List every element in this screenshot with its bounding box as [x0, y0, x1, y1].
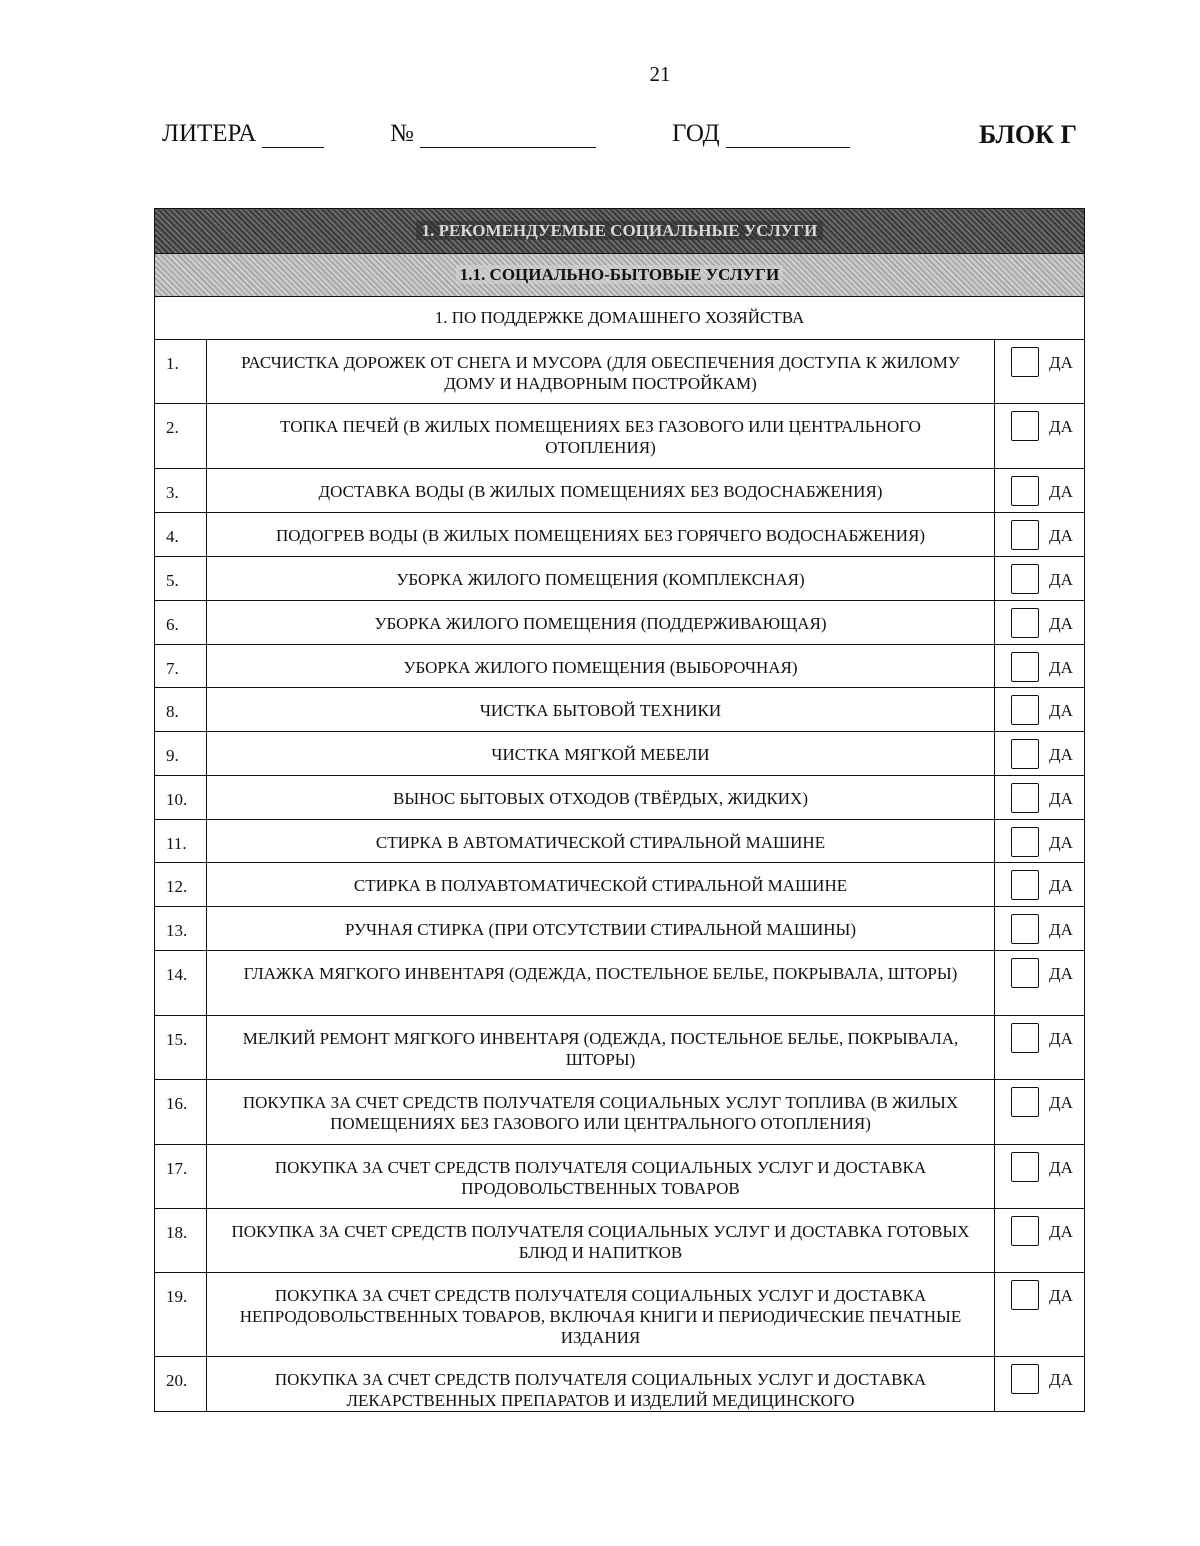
service-row — [155, 863, 1085, 907]
service-yes-cell — [995, 776, 1085, 820]
service-yes-cell — [995, 404, 1085, 469]
service-yes-cell — [995, 1145, 1085, 1209]
service-yes-cell — [995, 1016, 1085, 1080]
yes-checkbox[interactable] — [1011, 1023, 1039, 1053]
yes-label: ДА — [1049, 658, 1073, 677]
service-yes-cell — [995, 601, 1085, 645]
service-yes-cell — [995, 863, 1085, 907]
service-yes-cell — [995, 1273, 1085, 1357]
service-description: ТОПКА ПЕЧЕЙ (В ЖИЛЫХ ПОМЕЩЕНИЯХ БЕЗ ГАЗОВОГО ИЛИ ЦЕНТРАЛЬНОГО ОТОПЛЕНИЯ) — [207, 404, 995, 469]
service-number: 9. — [155, 732, 207, 776]
yes-checkbox[interactable] — [1011, 411, 1039, 441]
yes-checkbox[interactable] — [1011, 958, 1039, 988]
service-row — [155, 1209, 1085, 1273]
service-number: 7. — [155, 645, 207, 688]
service-description: УБОРКА ЖИЛОГО ПОМЕЩЕНИЯ (ПОДДЕРЖИВАЮЩАЯ) — [207, 601, 995, 645]
yes-label: ДА — [1049, 417, 1073, 436]
service-description: ЧИСТКА БЫТОВОЙ ТЕХНИКИ — [207, 688, 995, 732]
yes-checkbox[interactable] — [1011, 652, 1039, 682]
litera-input-line[interactable] — [262, 121, 324, 148]
service-number: 19. — [155, 1273, 207, 1357]
year-field[interactable] — [672, 120, 850, 148]
service-description: СТИРКА В ПОЛУАВТОМАТИЧЕСКОЙ СТИРАЛЬНОЙ МАШИНЕ — [207, 863, 995, 907]
service-row — [155, 557, 1085, 601]
service-number: 5. — [155, 557, 207, 601]
service-yes-cell — [995, 645, 1085, 688]
year-input-line[interactable] — [726, 121, 850, 148]
service-yes-cell — [995, 907, 1085, 951]
service-description: ДОСТАВКА ВОДЫ (В ЖИЛЫХ ПОМЕЩЕНИЯХ БЕЗ ВОДОСНАБЖЕНИЯ) — [207, 469, 995, 513]
service-number: 3. — [155, 469, 207, 513]
number-label: № — [390, 120, 414, 147]
service-description: УБОРКА ЖИЛОГО ПОМЕЩЕНИЯ (КОМПЛЕКСНАЯ) — [207, 557, 995, 601]
subsection-header-row — [155, 254, 1085, 297]
service-description: ПОКУПКА ЗА СЧЕТ СРЕДСТВ ПОЛУЧАТЕЛЯ СОЦИАЛЬНЫХ УСЛУГ И ДОСТАВКА ЛЕКАРСТВЕННЫХ ПРЕПАРАТОВ И ИЗДЕЛИЙ МЕДИЦИНСКОГО — [207, 1357, 995, 1412]
service-description: ПОКУПКА ЗА СЧЕТ СРЕДСТВ ПОЛУЧАТЕЛЯ СОЦИАЛЬНЫХ УСЛУГ И ДОСТАВКА НЕПРОДОВОЛЬСТВЕННЫХ ТОВАРОВ, ВКЛЮЧАЯ КНИГИ И ПЕРИОДИЧЕСКИЕ ПЕЧАТНЫЕ ИЗДАНИЯ — [207, 1273, 995, 1357]
yes-label: ДА — [1049, 1370, 1073, 1389]
group-header-row — [155, 297, 1085, 340]
service-description: МЕЛКИЙ РЕМОНТ МЯГКОГО ИНВЕНТАРЯ (ОДЕЖДА, ПОСТЕЛЬНОЕ БЕЛЬЕ, ПОКРЫВАЛА, ШТОРЫ) — [207, 1016, 995, 1080]
service-description: ПОДОГРЕВ ВОДЫ (В ЖИЛЫХ ПОМЕЩЕНИЯХ БЕЗ ГОРЯЧЕГО ВОДОСНАБЖЕНИЯ) — [207, 513, 995, 557]
yes-checkbox[interactable] — [1011, 695, 1039, 725]
service-number: 17. — [155, 1145, 207, 1209]
yes-label: ДА — [1049, 876, 1073, 895]
service-row — [155, 1145, 1085, 1209]
service-description: РУЧНАЯ СТИРКА (ПРИ ОТСУТСТВИИ СТИРАЛЬНОЙ МАШИНЫ) — [207, 907, 995, 951]
yes-label: ДА — [1049, 526, 1073, 545]
yes-label: ДА — [1049, 833, 1073, 852]
yes-checkbox[interactable] — [1011, 914, 1039, 944]
section-title: 1. РЕКОМЕНДУЕМЫЕ СОЦИАЛЬНЫЕ УСЛУГИ — [416, 221, 824, 240]
service-row — [155, 1016, 1085, 1080]
service-row — [155, 340, 1085, 404]
yes-checkbox[interactable] — [1011, 608, 1039, 638]
yes-checkbox[interactable] — [1011, 564, 1039, 594]
yes-label: ДА — [1049, 1093, 1073, 1112]
number-input-line[interactable] — [420, 121, 596, 148]
service-description: ВЫНОС БЫТОВЫХ ОТХОДОВ (ТВЁРДЫХ, ЖИДКИХ) — [207, 776, 995, 820]
service-description: ПОКУПКА ЗА СЧЕТ СРЕДСТВ ПОЛУЧАТЕЛЯ СОЦИАЛЬНЫХ УСЛУГ И ДОСТАВКА ПРОДОВОЛЬСТВЕННЫХ ТОВАРОВ — [207, 1145, 995, 1209]
yes-label: ДА — [1049, 701, 1073, 720]
yes-label: ДА — [1049, 1286, 1073, 1305]
service-yes-cell — [995, 951, 1085, 1016]
service-row — [155, 776, 1085, 820]
number-field[interactable] — [390, 120, 596, 148]
yes-label: ДА — [1049, 353, 1073, 372]
service-number: 20. — [155, 1357, 207, 1412]
yes-label: ДА — [1049, 1029, 1073, 1048]
service-yes-cell — [995, 1209, 1085, 1273]
service-description: СТИРКА В АВТОМАТИЧЕСКОЙ СТИРАЛЬНОЙ МАШИНЕ — [207, 820, 995, 863]
service-row — [155, 601, 1085, 645]
yes-label: ДА — [1049, 920, 1073, 939]
page-number: 21 — [649, 62, 671, 86]
service-description: РАСЧИСТКА ДОРОЖЕК ОТ СНЕГА И МУСОРА (ДЛЯ ОБЕСПЕЧЕНИЯ ДОСТУПА К ЖИЛОМУ ДОМУ И НАДВОРНЫМ ПОСТРОЙКАМ) — [207, 340, 995, 404]
yes-label: ДА — [1049, 789, 1073, 808]
service-yes-cell — [995, 1357, 1085, 1412]
service-yes-cell — [995, 513, 1085, 557]
service-number: 8. — [155, 688, 207, 732]
service-row — [155, 469, 1085, 513]
service-row — [155, 951, 1085, 1016]
yes-label: ДА — [1049, 964, 1073, 983]
yes-checkbox[interactable] — [1011, 1364, 1039, 1394]
yes-label: ДА — [1049, 745, 1073, 764]
service-yes-cell — [995, 340, 1085, 404]
service-number: 14. — [155, 951, 207, 1016]
service-yes-cell — [995, 1080, 1085, 1145]
yes-checkbox[interactable] — [1011, 1152, 1039, 1182]
form-header — [162, 120, 1077, 160]
service-number: 13. — [155, 907, 207, 951]
yes-label: ДА — [1049, 1158, 1073, 1177]
yes-label: ДА — [1049, 614, 1073, 633]
service-row — [155, 1273, 1085, 1357]
service-row — [155, 688, 1085, 732]
service-description: ЧИСТКА МЯГКОЙ МЕБЕЛИ — [207, 732, 995, 776]
yes-label: ДА — [1049, 1222, 1073, 1241]
service-yes-cell — [995, 688, 1085, 732]
service-row — [155, 404, 1085, 469]
service-number: 1. — [155, 340, 207, 404]
yes-checkbox[interactable] — [1011, 827, 1039, 857]
service-number: 11. — [155, 820, 207, 863]
litera-label: ЛИТЕРА — [162, 120, 257, 147]
service-number: 18. — [155, 1209, 207, 1273]
section-header-row — [155, 209, 1085, 254]
service-number: 15. — [155, 1016, 207, 1080]
group-title: 1. ПО ПОДДЕРЖКЕ ДОМАШНЕГО ХОЗЯЙСТВА — [155, 297, 1085, 340]
service-number: 6. — [155, 601, 207, 645]
service-row — [155, 645, 1085, 688]
service-yes-cell — [995, 732, 1085, 776]
service-row — [155, 1357, 1085, 1412]
service-number: 12. — [155, 863, 207, 907]
service-row — [155, 513, 1085, 557]
yes-label: ДА — [1049, 570, 1073, 589]
yes-checkbox[interactable] — [1011, 739, 1039, 769]
yes-label: ДА — [1049, 482, 1073, 501]
yes-checkbox[interactable] — [1011, 1280, 1039, 1310]
block-label: БЛОК Г — [978, 120, 1077, 149]
yes-checkbox[interactable] — [1011, 520, 1039, 550]
yes-checkbox[interactable] — [1011, 783, 1039, 813]
service-description: ПОКУПКА ЗА СЧЕТ СРЕДСТВ ПОЛУЧАТЕЛЯ СОЦИАЛЬНЫХ УСЛУГ И ДОСТАВКА ГОТОВЫХ БЛЮД И НАПИТКОВ — [207, 1209, 995, 1273]
yes-checkbox[interactable] — [1011, 870, 1039, 900]
litera-field[interactable] — [162, 120, 324, 148]
service-number: 4. — [155, 513, 207, 557]
service-yes-cell — [995, 469, 1085, 513]
service-number: 16. — [155, 1080, 207, 1145]
services-table — [154, 208, 1085, 1412]
service-row — [155, 1080, 1085, 1145]
service-row — [155, 907, 1085, 951]
yes-checkbox[interactable] — [1011, 476, 1039, 506]
subsection-title: 1.1. СОЦИАЛЬНО-БЫТОВЫЕ УСЛУГИ — [456, 265, 783, 284]
service-yes-cell — [995, 820, 1085, 863]
service-yes-cell — [995, 557, 1085, 601]
yes-checkbox[interactable] — [1011, 347, 1039, 377]
year-label: ГОД — [672, 120, 720, 147]
service-number: 2. — [155, 404, 207, 469]
service-description: УБОРКА ЖИЛОГО ПОМЕЩЕНИЯ (ВЫБОРОЧНАЯ) — [207, 645, 995, 688]
service-description: ГЛАЖКА МЯГКОГО ИНВЕНТАРЯ (ОДЕЖДА, ПОСТЕЛЬНОЕ БЕЛЬЕ, ПОКРЫВАЛА, ШТОРЫ) — [207, 951, 995, 1016]
service-number: 10. — [155, 776, 207, 820]
service-description: ПОКУПКА ЗА СЧЕТ СРЕДСТВ ПОЛУЧАТЕЛЯ СОЦИАЛЬНЫХ УСЛУГ ТОПЛИВА (В ЖИЛЫХ ПОМЕЩЕНИЯХ БЕЗ ГАЗОВОГО ИЛИ ЦЕНТРАЛЬНОГО ОТОПЛЕНИЯ) — [207, 1080, 995, 1145]
service-row — [155, 732, 1085, 776]
yes-checkbox[interactable] — [1011, 1216, 1039, 1246]
service-row — [155, 820, 1085, 863]
yes-checkbox[interactable] — [1011, 1087, 1039, 1117]
